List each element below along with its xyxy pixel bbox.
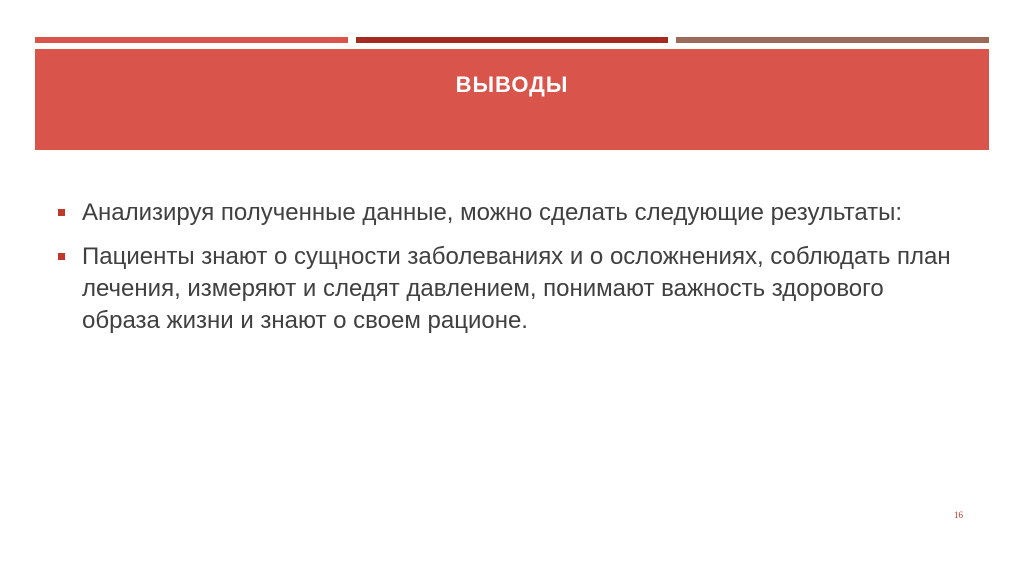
bullet-item <box>52 197 952 229</box>
square-bullet-icon <box>58 209 65 216</box>
top-accent-bar-middle <box>356 37 668 43</box>
bullet-item <box>52 241 952 337</box>
bullet-text: Пациенты знают о сущности заболеваниях и о осложнениях, соблюдать план лечения, измеряют и следят давлением, понимают важность здорового образа жизни и знают о своем рационе. <box>82 243 951 334</box>
page-number: 16 <box>954 510 963 520</box>
top-accent-bar-right <box>676 37 989 43</box>
bullet-list <box>52 197 952 349</box>
bullet-text: Анализируя полученные данные, можно сделать следующие результаты: <box>82 199 903 226</box>
slide-title: ВЫВОДЫ <box>455 72 569 97</box>
square-bullet-icon <box>58 253 65 260</box>
top-accent-bar-left <box>35 37 348 43</box>
title-band <box>35 49 989 150</box>
